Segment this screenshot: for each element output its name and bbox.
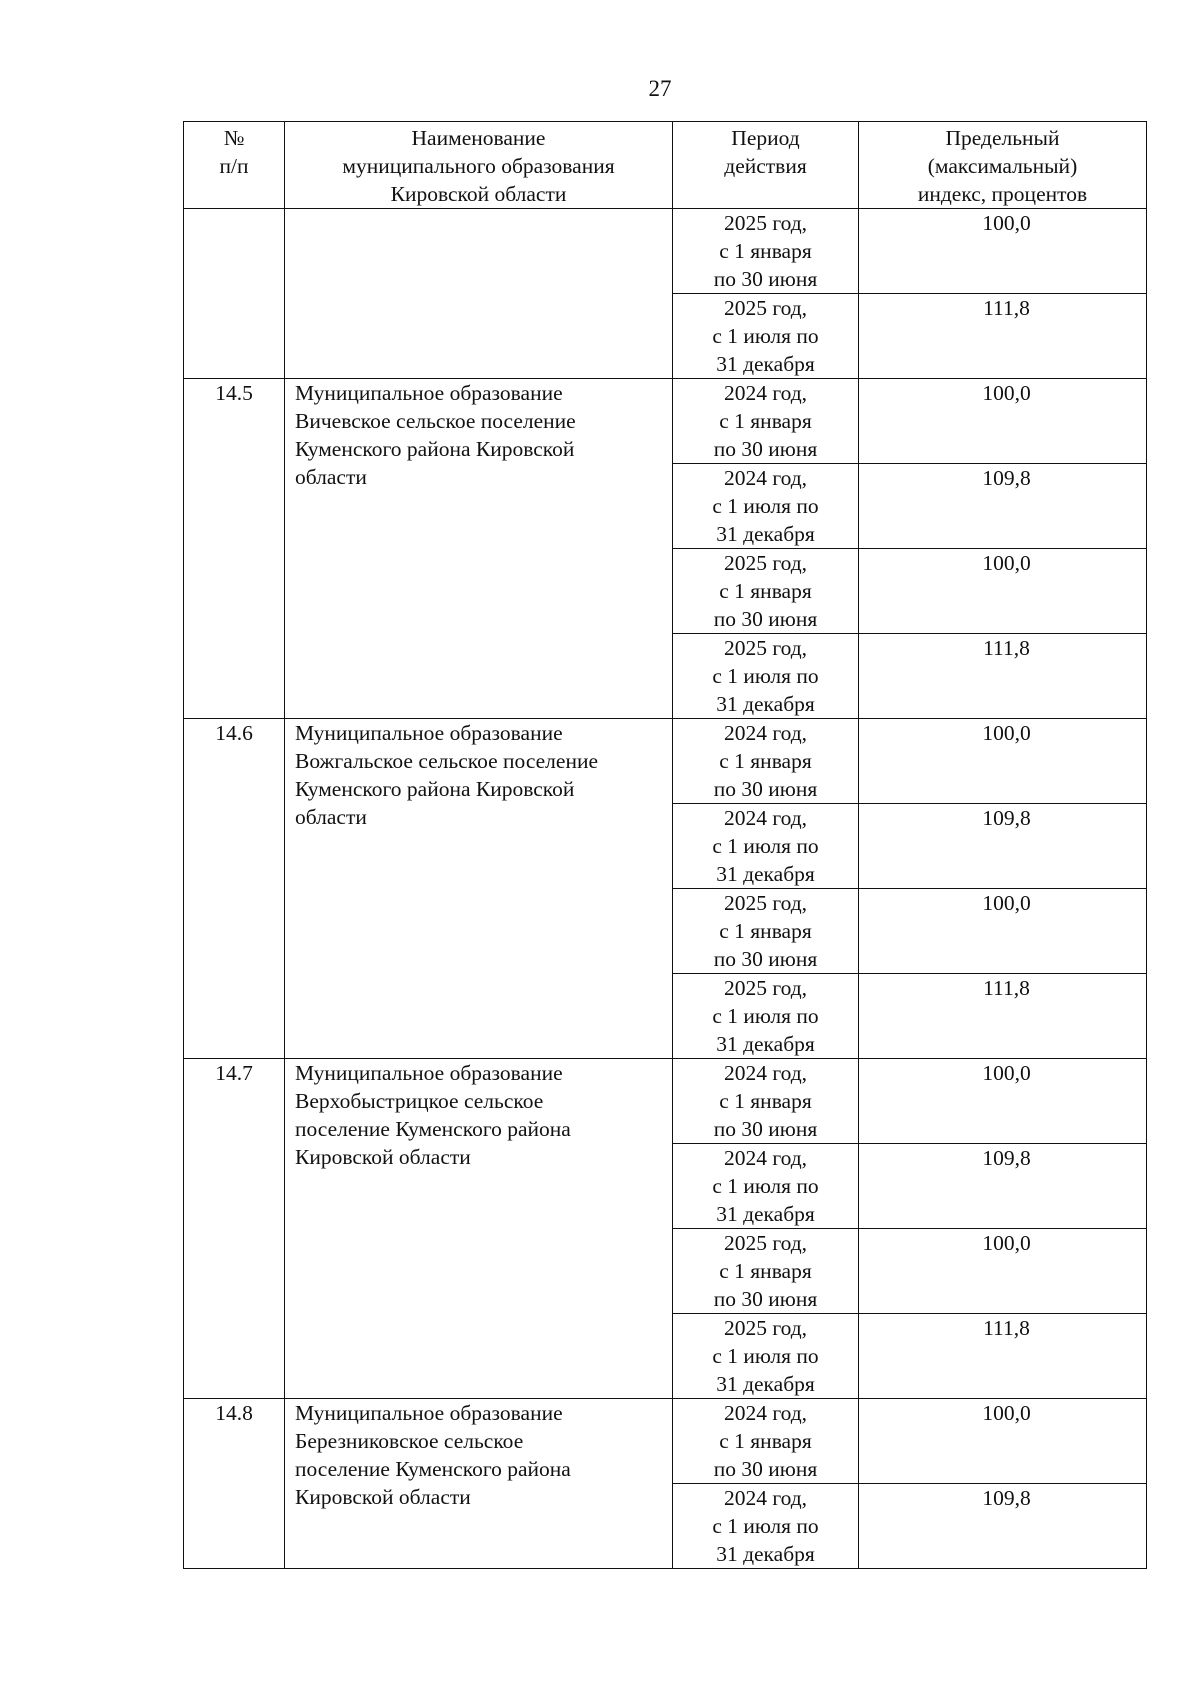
period-line: с 1 января [719, 239, 812, 263]
index-cell: 111,8 [859, 294, 1147, 379]
municipality-name-cell [285, 1399, 673, 1569]
row-number-cell [184, 209, 285, 379]
period-cell [673, 294, 859, 379]
period-line: с 1 июля по [712, 1344, 819, 1368]
table-row [184, 379, 1147, 464]
header-name-line: Кировской области [390, 182, 567, 206]
index-cell: 100,0 [859, 1059, 1147, 1144]
table-row [184, 719, 1147, 804]
period-line: 2025 год, [723, 636, 808, 660]
period-line: с 1 января [719, 1259, 812, 1283]
municipality-name-line: области [295, 805, 367, 829]
period-line: 2024 год, [723, 721, 808, 745]
period-cell [673, 974, 859, 1059]
index-cell: 109,8 [859, 804, 1147, 889]
period-line: 2025 год, [723, 211, 808, 235]
index-cell: 100,0 [859, 209, 1147, 294]
municipality-name-cell [285, 209, 673, 379]
period-line: 2025 год, [723, 551, 808, 575]
header-period-line: действия [724, 154, 807, 178]
period-line: с 1 января [719, 409, 812, 433]
period-cell [673, 889, 859, 974]
municipality-name-line: Муниципальное образование [295, 381, 563, 405]
period-line: 31 декабря [716, 1032, 815, 1056]
table-row [184, 1059, 1147, 1144]
municipality-name-line: Муниципальное образование [295, 1401, 563, 1425]
period-line: с 1 июля по [712, 324, 819, 348]
index-cell: 100,0 [859, 549, 1147, 634]
period-cell [673, 1144, 859, 1229]
period-line: 2025 год, [723, 296, 808, 320]
index-cell: 100,0 [859, 889, 1147, 974]
period-line: 2024 год, [723, 1486, 808, 1510]
table-body [184, 209, 1147, 1569]
header-no-line: п/п [219, 154, 249, 178]
municipality-name-line: Березниковское сельское [295, 1429, 524, 1453]
header-index-line: Предельный [945, 126, 1060, 150]
header-period-line: Период [731, 126, 800, 150]
index-cell: 111,8 [859, 634, 1147, 719]
index-cell: 109,8 [859, 1144, 1147, 1229]
row-number-cell: 14.5 [184, 379, 285, 719]
municipality-name-cell [285, 1059, 673, 1399]
header-row [184, 122, 1147, 209]
row-number-cell: 14.7 [184, 1059, 285, 1399]
period-line: 31 декабря [716, 522, 815, 546]
index-cell: 111,8 [859, 974, 1147, 1059]
period-line: 31 декабря [716, 1542, 815, 1566]
period-line: с 1 июля по [712, 1174, 819, 1198]
header-no [184, 122, 285, 209]
tariff-index-table [183, 121, 1147, 1569]
period-cell [673, 634, 859, 719]
table-row [184, 1399, 1147, 1484]
municipality-name-line: Муниципальное образование [295, 721, 563, 745]
period-line: 31 декабря [716, 1372, 815, 1396]
period-cell [673, 1059, 859, 1144]
index-cell: 111,8 [859, 1314, 1147, 1399]
period-line: 31 декабря [716, 862, 815, 886]
period-line: с 1 июля по [712, 1004, 819, 1028]
page-number: 27 [648, 76, 672, 101]
index-cell: 100,0 [859, 1399, 1147, 1484]
index-cell: 109,8 [859, 1484, 1147, 1569]
period-line: 31 декабря [716, 352, 815, 376]
period-line: 2024 год, [723, 381, 808, 405]
period-cell [673, 1314, 859, 1399]
period-line: 2025 год, [723, 891, 808, 915]
period-line: с 1 января [719, 1089, 812, 1113]
header-name [285, 122, 673, 209]
index-cell: 100,0 [859, 719, 1147, 804]
period-line: 31 декабря [716, 692, 815, 716]
municipality-name-line: Верхобыстрицкое сельское [295, 1089, 544, 1113]
period-line: по 30 июня [713, 267, 818, 291]
period-cell [673, 1229, 859, 1314]
header-index-line: индекс, процентов [917, 182, 1088, 206]
header-no-line: № [223, 126, 245, 150]
period-cell [673, 1484, 859, 1569]
row-number-cell: 14.6 [184, 719, 285, 1059]
period-line: 31 декабря [716, 1202, 815, 1226]
period-line: с 1 января [719, 749, 812, 773]
municipality-name-line: Муниципальное образование [295, 1061, 563, 1085]
municipality-name-line: поселение Куменского района [295, 1457, 571, 1481]
period-line: по 30 июня [713, 777, 818, 801]
municipality-name-line: области [295, 465, 367, 489]
period-line: 2024 год, [723, 466, 808, 490]
row-number-cell: 14.8 [184, 1399, 285, 1569]
municipality-name-line: Вичевское сельское поселение [295, 409, 576, 433]
period-line: 2024 год, [723, 806, 808, 830]
period-line: 2025 год, [723, 1316, 808, 1340]
municipality-name-line: Вожгальское сельское поселение [295, 749, 598, 773]
period-line: с 1 июля по [712, 1514, 819, 1538]
period-cell [673, 464, 859, 549]
period-line: 2024 год, [723, 1061, 808, 1085]
period-cell [673, 379, 859, 464]
period-line: 2025 год, [723, 1231, 808, 1255]
municipality-name-line: Куменского района Кировской [295, 437, 575, 461]
municipality-name-line: Кировской области [295, 1485, 471, 1509]
period-line: по 30 июня [713, 607, 818, 631]
period-cell [673, 549, 859, 634]
period-line: 2024 год, [723, 1401, 808, 1425]
municipality-name-line: Куменского района Кировской [295, 777, 575, 801]
index-cell: 100,0 [859, 1229, 1147, 1314]
period-line: с 1 июля по [712, 494, 819, 518]
index-cell: 100,0 [859, 379, 1147, 464]
municipality-name-cell [285, 379, 673, 719]
header-index-line: (максимальный) [927, 154, 1078, 178]
period-line: по 30 июня [713, 437, 818, 461]
period-line: 2025 год, [723, 976, 808, 1000]
table-row [184, 209, 1147, 294]
period-line: по 30 июня [713, 947, 818, 971]
period-line: по 30 июня [713, 1117, 818, 1141]
period-cell [673, 209, 859, 294]
header-index [859, 122, 1147, 209]
header-period [673, 122, 859, 209]
index-cell: 109,8 [859, 464, 1147, 549]
header-name-line: муниципального образования [342, 154, 615, 178]
period-cell [673, 1399, 859, 1484]
period-line: с 1 июля по [712, 664, 819, 688]
municipality-name-line: Кировской области [295, 1145, 471, 1169]
header-name-line: Наименование [411, 126, 546, 150]
period-line: с 1 января [719, 579, 812, 603]
period-line: с 1 июля по [712, 834, 819, 858]
period-line: 2024 год, [723, 1146, 808, 1170]
period-cell [673, 719, 859, 804]
period-line: с 1 января [719, 919, 812, 943]
municipality-name-cell [285, 719, 673, 1059]
period-line: с 1 января [719, 1429, 812, 1453]
period-cell [673, 804, 859, 889]
period-line: по 30 июня [713, 1287, 818, 1311]
municipality-name-line: поселение Куменского района [295, 1117, 571, 1141]
period-line: по 30 июня [713, 1457, 818, 1481]
